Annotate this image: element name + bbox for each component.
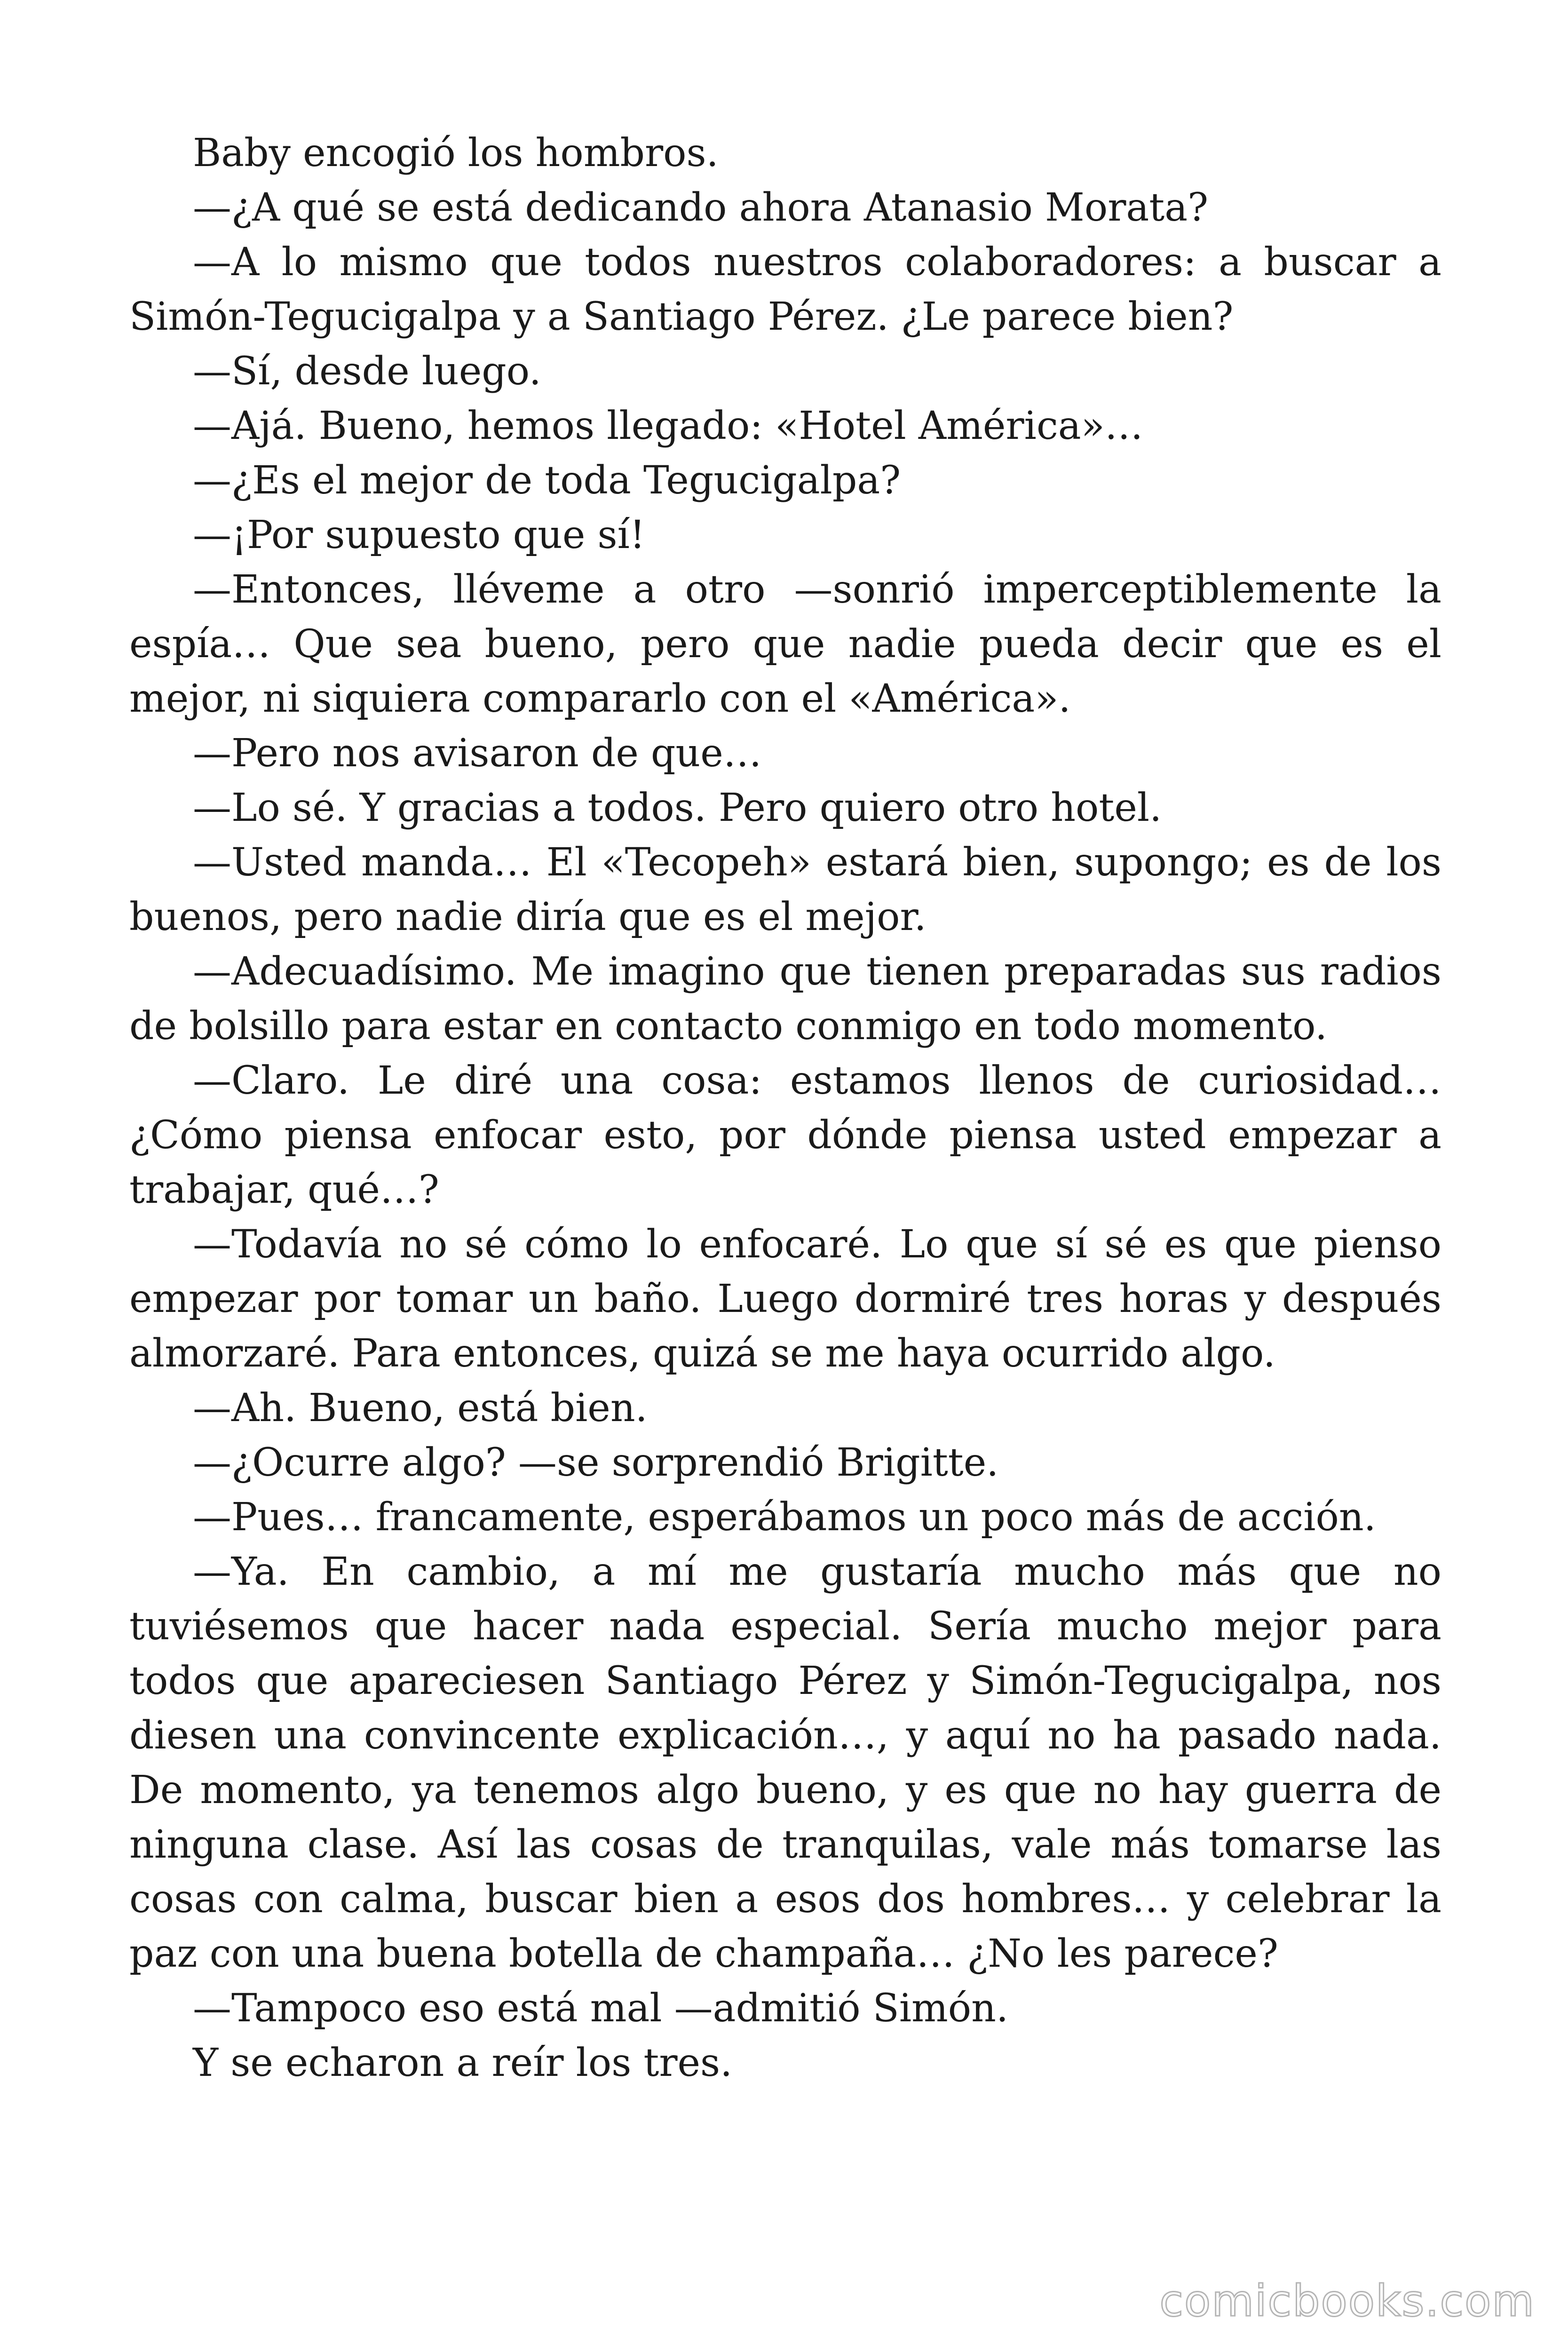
paragraph: —¿Es el mejor de toda Tegucigalpa?	[193, 458, 901, 503]
paragraph: Baby encogió los hombros.	[193, 131, 719, 175]
body-text	[129, 126, 1441, 2090]
paragraph: —Tampoco eso está mal —admitió Simón.	[193, 1986, 1009, 2031]
paragraph: —¿Ocurre algo? —se sorprendió Brigitte.	[193, 1440, 999, 1485]
paragraph: —A lo mismo que todos nuestros colaboradores: a buscar a Simón-Tegucigalpa y a Santiago Pérez. ¿Le parece bien?	[129, 240, 1441, 339]
paragraph: —Pues… francamente, esperábamos un poco más de acción.	[193, 1495, 1376, 1540]
paragraph: —Ah. Bueno, está bien.	[193, 1386, 648, 1430]
paragraph: —Adecuadísimo. Me imagino que tienen preparadas sus radios de bolsillo para estar en contacto conmigo en todo momento.	[129, 949, 1441, 1049]
paragraph: —Pero nos avisaron de que…	[193, 731, 762, 776]
watermark: comicbooks.com	[1159, 2276, 1535, 2326]
paragraph: —Lo sé. Y gracias a todos. Pero quiero otro hotel.	[193, 786, 1162, 830]
paragraph: —¿A qué se está dedicando ahora Atanasio Morata?	[193, 185, 1209, 230]
paragraph: Y se echaron a reír los tres.	[193, 2041, 733, 2085]
paragraph: —Usted manda… El «Tecopeh» estará bien, supongo; es de los buenos, pero nadie diría que es el mejor.	[129, 840, 1441, 939]
paragraph: —Ya. En cambio, a mí me gustaría mucho más que no tuviésemos que hacer nada especial. Sería mucho mejor para todos que apareciesen Santiago Pérez y Simón-Tegucigalpa, nos diesen una convincente explicación…, y aquí no ha pasado nada. De momento, ya tenemos algo bueno, y es que no hay guerra de ninguna clase. Así las cosas de tranquilas, vale más tomarse las cosas con calma, buscar bien a esos dos hombres… y celebrar la paz con una buena botella de champaña… ¿No les parece?	[129, 1549, 1441, 1976]
paragraph: —Entonces, lléveme a otro —sonrió imperceptiblemente la espía… Que sea bueno, pero que nadie pueda decir que es el mejor, ni siquiera compararlo con el «América».	[129, 567, 1441, 721]
paragraph: —Sí, desde luego.	[193, 349, 541, 394]
paragraph: —Todavía no sé cómo lo enfocaré. Lo que sí sé es que pienso empezar por tomar un baño. Luego dormiré tres horas y después almorzaré. Para entonces, quizá se me haya ocurrido algo.	[129, 1222, 1441, 1376]
paragraph: —Claro. Le diré una cosa: estamos llenos de curiosidad… ¿Cómo piensa enfocar esto, por dónde piensa usted empezar a trabajar, qué…?	[129, 1058, 1441, 1212]
paragraph: —¡Por supuesto que sí!	[193, 513, 645, 557]
paragraph: —Ajá. Bueno, hemos llegado: «Hotel América»…	[193, 404, 1143, 448]
